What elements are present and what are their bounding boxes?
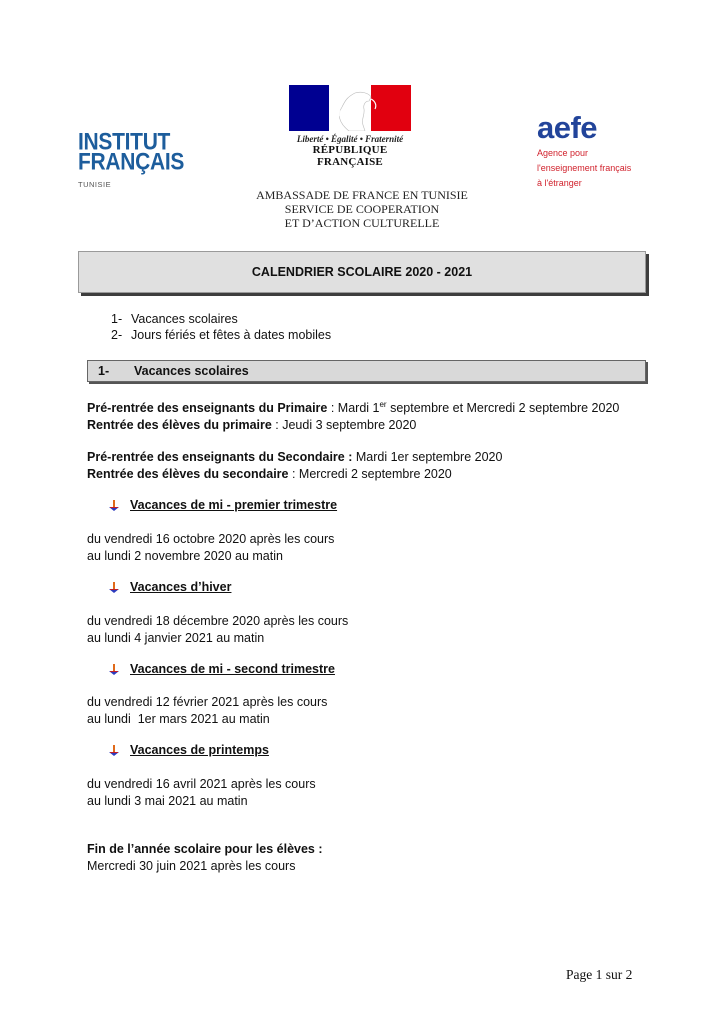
- toc-item: [111, 327, 331, 343]
- vacances-heading: [108, 743, 269, 757]
- vacances-from: du vendredi 16 avril 2021 après les cours: [87, 777, 316, 791]
- republique-name: RÉPUBLIQUE FRANÇAISE: [312, 144, 388, 168]
- vacances-to: au lundi 3 mai 2021 au matin: [87, 794, 248, 808]
- page-number: Page 1 sur 2: [566, 967, 633, 982]
- embassy-line3: ET D’ACTION CULTURELLE: [284, 216, 440, 230]
- aefe-sub-line2: l'enseignement français: [537, 163, 632, 173]
- rentree-primaire-value: : Jeudi 3 septembre 2020: [271, 418, 417, 432]
- prerentree-primaire-sup: er: [379, 399, 387, 409]
- prerentree-primaire: [87, 400, 619, 417]
- embassy-line1: AMBASSADE DE FRANCE EN TUNISIE: [256, 188, 468, 202]
- marianne-flag-icon: [289, 85, 411, 131]
- fin-annee-label: Fin de l’année scolaire pour les élèves: [87, 842, 315, 856]
- institut-logo-line2: FRANÇAIS: [78, 148, 185, 176]
- table-of-contents: [111, 311, 331, 343]
- prerentree-primaire-value-a: : Mardi 1: [327, 401, 380, 415]
- rentree-secondaire-value: : Mercredi 2 septembre 2020: [288, 467, 452, 481]
- rentree-primaire-label: Rentrée des élèves du primaire: [87, 418, 272, 432]
- toc-item-number: 2-: [111, 328, 123, 342]
- prerentree-secondaire-value: Mardi 1er septembre 2020: [352, 450, 503, 464]
- vacances-heading: [108, 580, 231, 594]
- aefe-sub-line3: à l'étranger: [537, 178, 582, 188]
- prerentree-secondaire: [87, 449, 502, 466]
- rentree-primaire: [87, 417, 416, 434]
- toc-item-label: Vacances scolaires: [131, 312, 238, 326]
- bullet-arrow-icon: [108, 581, 120, 593]
- prerentree-primaire-label: Pré-rentrée des enseignants du Primaire: [87, 401, 328, 415]
- vacances-heading: [108, 662, 335, 676]
- prerentree-primaire-value-b: septembre et Mercredi 2 septembre 2020: [386, 401, 620, 415]
- republique-motto: Liberté • Égalité • Fraternité: [296, 134, 404, 144]
- republique-francaise-logo: [283, 85, 417, 168]
- vacances-to: au lundi 4 janvier 2021 au matin: [87, 631, 265, 645]
- toc-item-label: Jours fériés et fêtes à dates mobiles: [131, 328, 332, 342]
- bullet-arrow-icon: [108, 663, 120, 675]
- vacances-from: du vendredi 12 février 2021 après les cours: [87, 695, 328, 709]
- rentree-secondaire: [87, 466, 452, 483]
- vacances-title: Vacances de mi - second trimestre: [130, 662, 335, 676]
- institut-francais-logo: [78, 128, 188, 189]
- vacances-heading: [108, 498, 337, 512]
- fin-annee-label-suffix: :: [314, 842, 323, 856]
- section-number: 1-: [98, 364, 110, 378]
- prerentree-secondaire-label: Pré-rentrée des enseignants du Secondaire :: [87, 450, 353, 464]
- vacances-from: du vendredi 18 décembre 2020 après les cours: [87, 614, 349, 628]
- institut-logo-line1: INSTITUT: [78, 128, 171, 156]
- bullet-arrow-icon: [108, 744, 120, 756]
- aefe-sub-line1: Agence pour: [537, 148, 589, 158]
- vacances-title: Vacances de printemps: [130, 743, 269, 757]
- institut-logo-sub: TUNISIE: [78, 180, 112, 189]
- embassy-line2: SERVICE DE COOPERATION: [284, 202, 440, 216]
- aefe-wordmark: aefe: [537, 110, 598, 145]
- fin-annee-value: Mercredi 30 juin 2021 après les cours: [87, 859, 296, 873]
- aefe-logo: [537, 112, 657, 189]
- rentree-secondaire-label: Rentrée des élèves du secondaire: [87, 467, 289, 481]
- vacances-title: Vacances de mi - premier trimestre: [130, 498, 338, 512]
- vacances-to: au lundi 2 novembre 2020 au matin: [87, 549, 283, 563]
- toc-item-number: 1-: [111, 312, 123, 326]
- vacances-title: Vacances d’hiver: [130, 580, 232, 594]
- vacances-from: du vendredi 16 octobre 2020 après les cours: [87, 532, 335, 546]
- toc-item: [111, 311, 331, 327]
- embassy-heading: [200, 188, 524, 230]
- section-title: Vacances scolaires: [134, 364, 249, 378]
- fin-annee: [87, 841, 323, 858]
- bullet-arrow-icon: [108, 499, 120, 511]
- vacances-to: au lundi 1er mars 2021 au matin: [87, 712, 270, 726]
- document-title: CALENDRIER SCOLAIRE 2020 - 2021: [78, 251, 646, 293]
- section-header: [87, 360, 646, 382]
